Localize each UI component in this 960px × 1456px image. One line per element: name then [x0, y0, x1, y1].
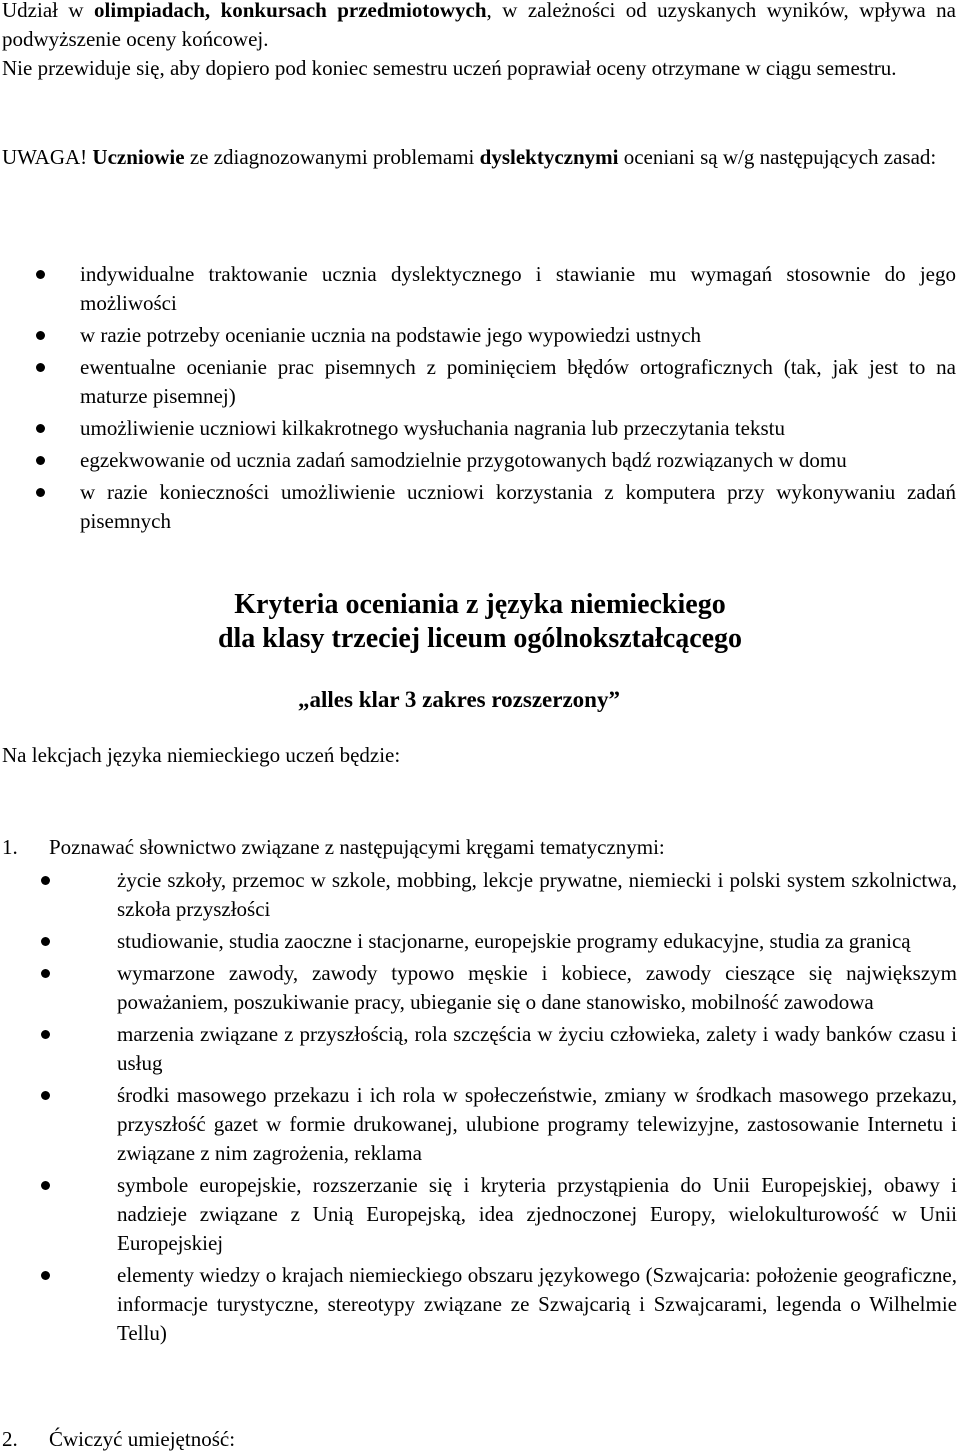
list-item: umożliwienie uczniowi kilkakrotnego wysłuchania nagrania lub przeczytania tekstu — [0, 414, 956, 443]
list-item: w razie konieczności umożliwienie uczniowi korzystania z komputera przy wykonywaniu zadań pisemnych — [0, 478, 956, 536]
bullet-icon — [36, 331, 45, 340]
list-item: elementy wiedzy o krajach niemieckiego obszaru językowego (Szwajcaria: położenie geograficzne, informacje turystyczne, stereotypy związane ze Szwajcarią i Szwajcarami, legenda o Wilhelmie Tellu) — [0, 1261, 957, 1348]
olympiad-bold: olimpiadach, konkursach przedmiotowych — [94, 0, 487, 22]
bullet-icon — [36, 488, 45, 497]
list-item: ewentualne ocenianie prac pisemnych z pominięciem błędów ortograficznych (tak, jak jest to na maturze pisemnej) — [0, 353, 956, 411]
bullet-icon — [41, 876, 50, 885]
bullet-icon — [36, 424, 45, 433]
bullet-icon — [36, 363, 45, 372]
bullet-icon — [41, 1030, 50, 1039]
list-item: w razie potrzeby ocenianie ucznia na podstawie jego wypowiedzi ustnych — [0, 321, 956, 350]
list-item: życie szkoły, przemoc w szkole, mobbing, lekcje prywatne, niemiecki i polski system szkolnictwa, szkoła przyszłości — [0, 866, 957, 924]
section-title: Poznawać słownictwo związane z następującymi kręgami tematycznymi: — [49, 835, 665, 859]
list-item: środki masowego przekazu i ich rola w społeczeństwie, zmiany w środkach masowego przekazu, przyszłość gazet w formie drukowanej, ulubione programy telewizyjne, zastosowanie Internetu i związane z nim zagrożenia, reklama — [0, 1081, 957, 1168]
list-item: indywidualne traktowanie ucznia dyslektycznego i stawianie mu wymagań stosownie do jego możliwości — [0, 260, 956, 318]
bullet-icon — [41, 1091, 50, 1100]
section-title: Ćwiczyć umiejętność: — [49, 1427, 236, 1451]
bullet-icon — [36, 456, 45, 465]
criteria-title-line1: Kryteria oceniania z języka niemieckiego — [234, 589, 726, 620]
dyslexia-rules-list — [0, 260, 960, 536]
list-item: wymarzone zawody, zawody typowo męskie i kobiece, zawody cieszące się największym poważaniem, poszukiwanie pracy, ubieganie się o dane stanowisko, mobilność zawodowa — [0, 959, 957, 1017]
olympiad-paragraph: Udział w olimpiadach, konkursach przedmiotowych, w zależności od uzyskanych wyników, wpływa na podwyższenie oceny końcowej. — [2, 0, 956, 51]
bullet-icon — [41, 937, 50, 946]
list-item: egzekwowanie od ucznia zadań samodzielnie przygotowanych bądź rozwiązanych w domu — [0, 446, 956, 475]
section-number: 2. — [2, 1427, 18, 1451]
list-item: studiowanie, studia zaoczne i stacjonarne, europejskie programy edukacyjne, studia za granicą — [0, 927, 957, 956]
no-late-correction-paragraph: Nie przewiduje się, aby dopiero pod koniec semestru uczeń poprawiał oceny otrzymane w ciągu semestru. — [2, 56, 897, 80]
criteria-title-line2: dla klasy trzeciej liceum ogólnokształcącego — [217, 623, 743, 654]
bullet-icon — [41, 1271, 50, 1280]
list-item: symbole europejskie, rozszerzanie się i kryteria przystąpienia do Unii Europejskiej, obawy i nadzieje związane z Unią Europejską, idea zjednoczonej Europy, wielokulturowość w Unii Europejskiej — [0, 1171, 957, 1258]
topics-list — [0, 866, 960, 1348]
section-number: 1. — [2, 835, 18, 859]
textbook-subtitle: „alles klar 3 zakres rozszerzony” — [298, 687, 620, 712]
lesson-intro: Na lekcjach języka niemieckiego uczeń będzie: — [2, 743, 401, 767]
list-item: marzenia związane z przyszłością, rola szczęścia w życiu człowieka, zalety i wady banków czasu i usług — [0, 1020, 957, 1078]
bullet-icon — [41, 1181, 50, 1190]
warning-paragraph: UWAGA! Uczniowie ze zdiagnozowanymi problemami dyslektycznymi oceniani są w/g następujących zasad: — [2, 145, 937, 169]
bullet-icon — [41, 969, 50, 978]
bullet-icon — [36, 270, 45, 279]
